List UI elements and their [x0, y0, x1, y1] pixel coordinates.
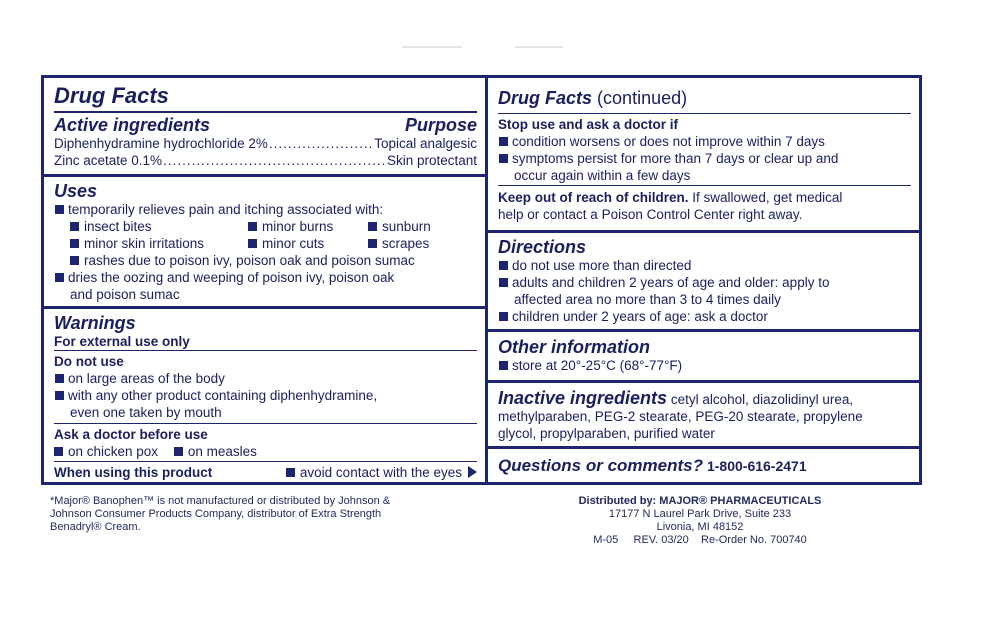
uses-item: rashes due to poison ivy, poison oak and poison sumac	[54, 252, 477, 269]
bullet-icon	[70, 256, 79, 265]
uses-item: temporarily relieves pain and itching associated with:	[54, 201, 477, 218]
directions-item: children under 2 years of age: ask a doctor	[498, 308, 911, 325]
purpose-heading: Purpose	[404, 115, 477, 135]
divider	[498, 113, 911, 114]
right-column	[488, 78, 919, 482]
section-divider	[488, 329, 919, 332]
uses-grid: insect bites minor burns sunburn minor skin irritations minor cuts scrapes	[54, 218, 477, 252]
uses-item: dries the oozing and weeping of poison ivy, poison oak	[54, 269, 477, 286]
when-using-heading: When using this product	[54, 465, 213, 480]
when-using-item: avoid contact with the eyes	[299, 465, 462, 480]
continued-label: (continued)	[597, 88, 688, 108]
bullet-icon	[70, 222, 79, 231]
keep-out-section: Keep out of reach of children. If swallowed, get medical help or contact a Poison Control Center right away.	[498, 190, 843, 222]
drug-facts-panel	[41, 75, 922, 485]
directions-item-cont: affected area no more than 3 to 4 times daily	[514, 292, 781, 307]
ask-doctor-section	[44, 426, 485, 460]
ingredient-row: Diphenhydramine hydrochloride 2% ..... Topical analgesic	[54, 135, 477, 152]
directions-heading: Directions	[498, 237, 587, 257]
stop-use-item-cont: occur again within a few days	[514, 168, 691, 183]
section-divider	[44, 174, 485, 177]
scan-artifact	[515, 46, 563, 48]
divider	[54, 461, 477, 462]
stop-use-section	[488, 116, 919, 184]
distributor-info: Distributed by: MAJOR® PHARMACEUTICALS 17177 N Laurel Park Drive, Suite 233 Livonia, MI 48152 M-05 REV. 03/20 Re-Order No. 700740	[545, 495, 855, 547]
drug-facts-title-right: Drug Facts	[498, 88, 593, 108]
warning-item: with any other product containing diphenhydramine,	[54, 387, 477, 404]
left-column	[44, 78, 485, 482]
drug-facts-continued-title	[488, 88, 919, 108]
inactive-ingredients-heading: Inactive ingredients	[498, 388, 668, 408]
warning-item-cont: even one taken by mouth	[70, 405, 222, 420]
phone-number: 1-800-616-2471	[706, 458, 807, 474]
stop-use-heading: Stop use and ask a doctor if	[498, 117, 679, 132]
active-ingredients-heading: Active ingredients	[54, 115, 211, 135]
drug-facts-title-section	[44, 84, 485, 108]
other-information-heading: Other information	[498, 337, 650, 357]
stop-use-item: symptoms persist for more than 7 days or clear up and	[498, 150, 911, 167]
inactive-ingredients-section: Inactive ingredients cetyl alcohol, diazolidinyl urea, methylparaben, PEG-2 stearate, PEG-20 stearate, propylene glycol, propylparaben, purified water	[498, 388, 863, 441]
divider	[54, 350, 477, 351]
ingredient-row: Zinc acetate 0.1% ..... Skin protectant	[54, 152, 477, 169]
warnings-section	[44, 313, 485, 350]
disclaimer: *Major® Banophen™ is not manufactured or distributed by Johnson & Johnson Consumer Products Company, distributor of Extra Strength Benadryl® Cream.	[50, 495, 391, 533]
other-information-item: store at 20°-25°C (68°-77°F)	[498, 357, 911, 374]
questions-section	[488, 456, 919, 476]
continue-arrow-icon	[468, 466, 477, 478]
distributor-name: Distributed by: MAJOR® PHARMACEUTICALS	[578, 495, 822, 507]
uses-heading: Uses	[54, 181, 98, 201]
when-using-section	[44, 464, 485, 481]
directions-item: adults and children 2 years of age and older: apply to	[498, 274, 911, 291]
ask-doctor-heading: Ask a doctor before use	[54, 427, 208, 442]
section-divider	[488, 230, 919, 233]
active-ingredients-section	[44, 115, 485, 169]
bullet-icon	[248, 239, 257, 248]
other-information-section	[488, 337, 919, 374]
bullet-icon	[54, 447, 63, 456]
bullet-icon	[368, 239, 377, 248]
do-not-use-heading: Do not use	[54, 354, 124, 369]
directions-section	[488, 237, 919, 325]
stop-use-item: condition worsens or does not improve within 7 days	[498, 133, 911, 150]
uses-section	[44, 181, 485, 303]
keep-out-heading: Keep out of reach of children.	[498, 190, 689, 205]
bullet-icon	[248, 222, 257, 231]
section-divider	[488, 380, 919, 383]
bullet-icon	[368, 222, 377, 231]
divider	[498, 185, 911, 186]
section-divider	[488, 446, 919, 449]
scan-artifact	[402, 46, 462, 48]
external-use-text: For external use only	[54, 334, 190, 349]
ask-doctor-items: on chicken pox on measles	[54, 443, 477, 460]
do-not-use-section	[44, 353, 485, 421]
section-divider	[44, 306, 485, 309]
warning-item: on large areas of the body	[54, 370, 477, 387]
bullet-icon	[70, 239, 79, 248]
divider	[54, 111, 477, 113]
questions-heading: Questions or comments?	[498, 456, 703, 475]
drug-facts-title: Drug Facts	[54, 83, 169, 108]
bullet-icon	[174, 447, 183, 456]
directions-item: do not use more than directed	[498, 257, 911, 274]
uses-item-cont: and poison sumac	[70, 287, 180, 302]
bullet-icon	[286, 468, 295, 477]
divider	[54, 423, 477, 424]
label-codes: M-05 REV. 03/20 Re-Order No. 700740	[593, 534, 807, 546]
warnings-heading: Warnings	[54, 313, 136, 333]
